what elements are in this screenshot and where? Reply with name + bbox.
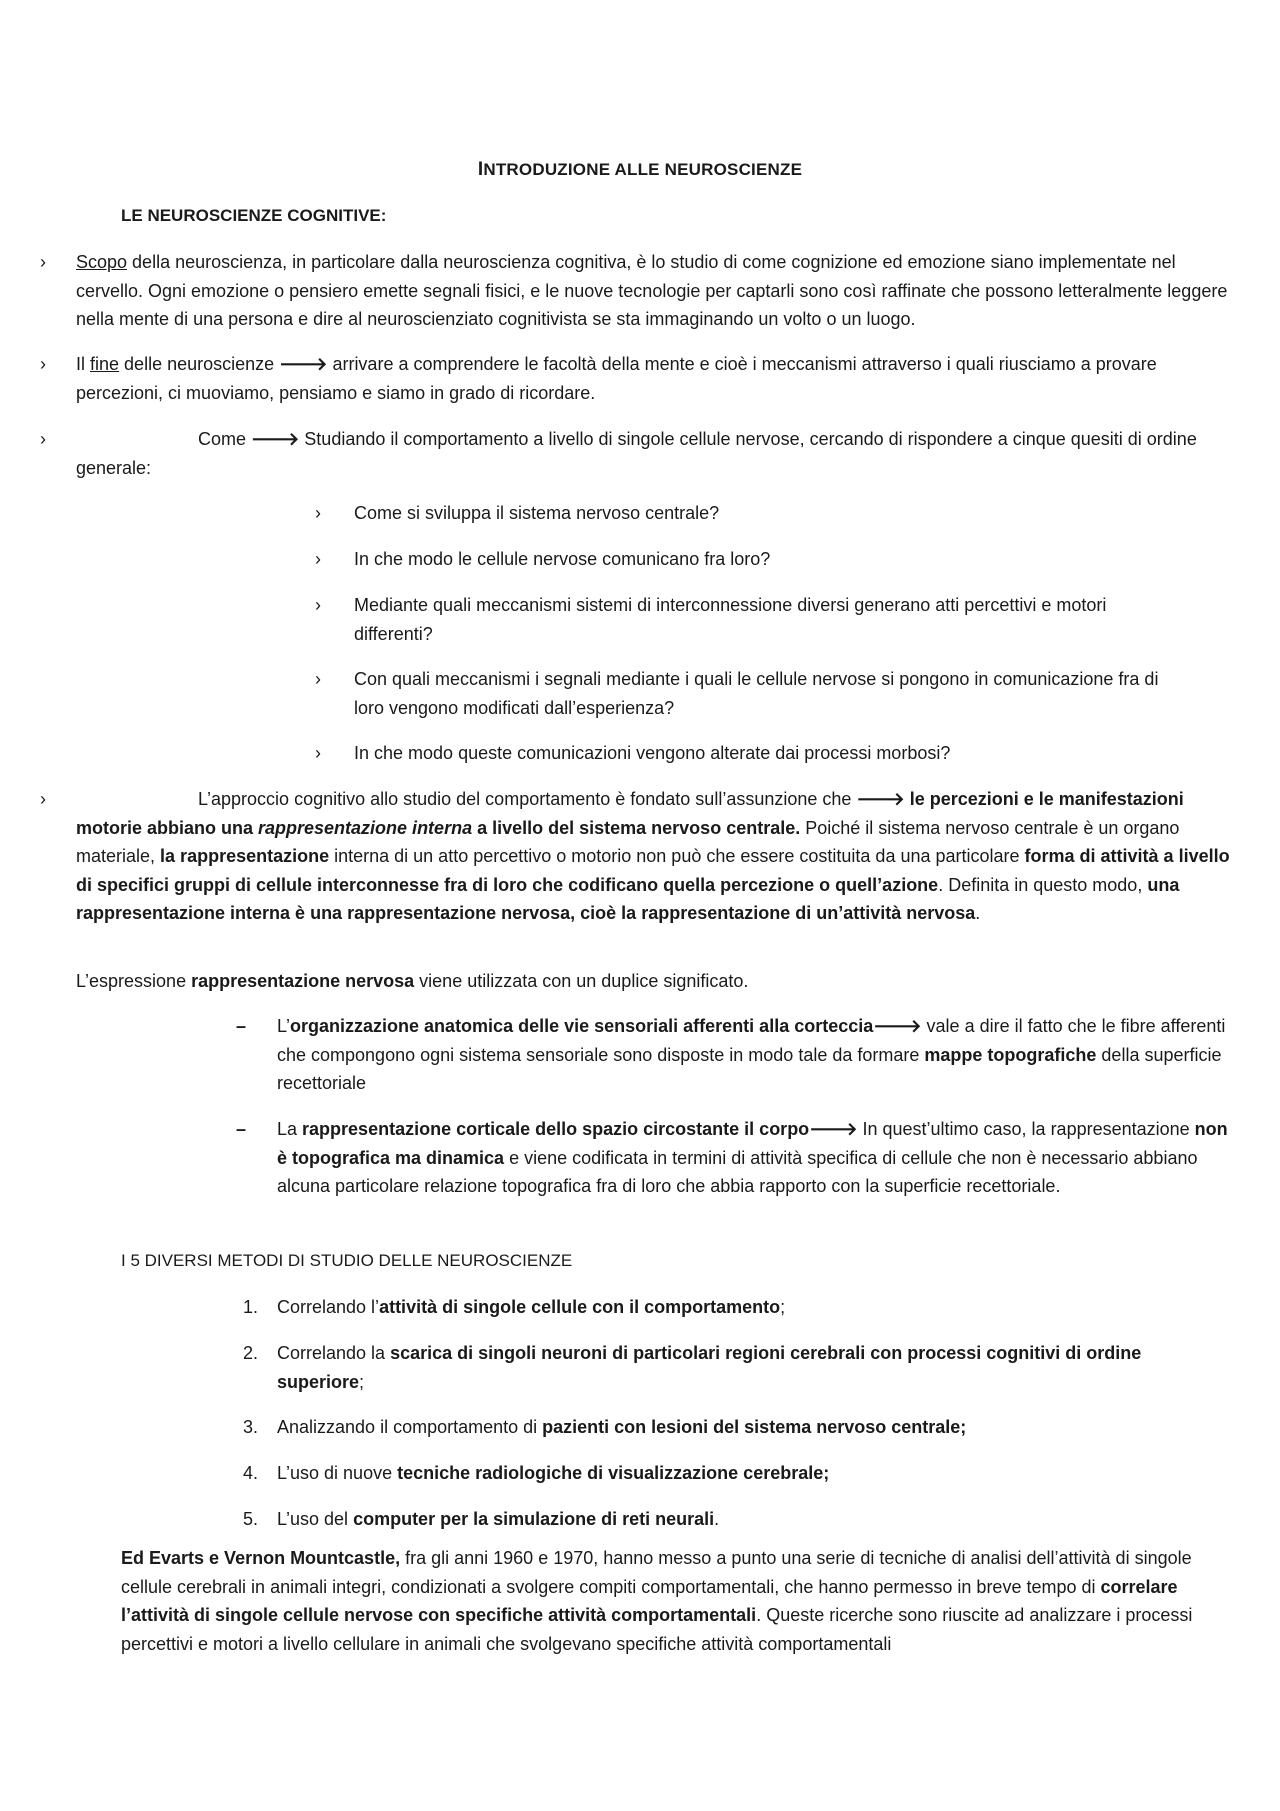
bullet-marker: › bbox=[40, 429, 46, 449]
sub-bullet-marker: › bbox=[315, 669, 321, 689]
arrow-icon: 🡒 bbox=[856, 789, 905, 809]
paragraph-espressione: L’espressione rappresentazione nervosa viene utilizzata con un duplice significato. bbox=[76, 971, 749, 991]
method-item: L’uso del computer per la simulazione di reti neurali. bbox=[277, 1509, 720, 1529]
list-number: 5. bbox=[242, 1509, 258, 1529]
question-item: In che modo le cellule nervose comunicano fra loro? bbox=[354, 549, 771, 569]
bullet-marker: › bbox=[40, 354, 46, 374]
list-number: 1. bbox=[242, 1297, 258, 1317]
arrow-icon: 🡒 bbox=[809, 1119, 858, 1139]
method-item: L’uso di nuove tecniche radiologiche di visualizzazione cerebrale; bbox=[277, 1463, 830, 1483]
arrow-icon: 🡒 bbox=[251, 429, 300, 449]
list-number: 3. bbox=[242, 1417, 258, 1437]
method-item: Correlando l’attività di singole cellule con il comportamento; bbox=[277, 1297, 786, 1317]
sub-bullet-marker: › bbox=[315, 549, 321, 569]
question-item: In che modo queste comunicazioni vengono alterate dai processi morbosi? bbox=[354, 743, 951, 763]
question-item: Come si sviluppa il sistema nervoso centrale? bbox=[354, 503, 720, 523]
dash-marker: – bbox=[236, 1119, 247, 1139]
paragraph-approccio: L’approccio cognitivo allo studio del comportamento è fondato sull’assunzione che 🡒 le percezioni e le manifestazioni motorie abbiano una rappresentazione interna a livello del sistema nervoso centrale. Poiché il sistema nervoso centrale è un organo materiale, la rappresentazione interna di un atto percettivo o motorio non può che essere costituita da una particolare forma di attività a livello di specifici gruppi di cellule interconnesse fra di loro che codificano quella percezione o quell’azione. Definita in questo modo, una rappresentazione interna è una rappresentazione nervosa, cioè la rappresentazione di un’attività nervosa. bbox=[76, 789, 1230, 923]
paragraph-come: Come 🡒 Studiando il comportamento a livello di singole cellule nervose, cercando di rispondere a cinque quesiti di ordine generale: bbox=[76, 429, 1197, 478]
bullet-marker: › bbox=[40, 252, 46, 272]
bullet-marker: › bbox=[40, 789, 46, 809]
list-number: 4. bbox=[242, 1463, 258, 1483]
paragraph-scopo: Scopo della neuroscienza, in particolare dalla neuroscienza cognitiva, è lo studio di come cognizione ed emozione siano implementate nel cervello. Ogni emozione o pensiero emette segnali fisici, e le nuove tecnologie per captarli sono così raffinate che possono letteralmente leggere nella mente di una persona e dire al neuroscienziato cognitivista se sta immaginando un volto o un luogo. bbox=[76, 252, 1228, 329]
section-subtitle: LE NEUROSCIENZE COGNITIVE: bbox=[121, 206, 387, 225]
sub-bullet-marker: › bbox=[315, 503, 321, 523]
question-item: Con quali meccanismi i segnali mediante i quali le cellule nervose si pongono in comunicazione fra di loro vengono modificati dall’esperienza? bbox=[354, 669, 1159, 718]
paragraph-evarts-mountcastle: Ed Evarts e Vernon Mountcastle, fra gli anni 1960 e 1970, hanno messo a punto una serie di tecniche di analisi dell’attività di singole cellule cerebrali in animali integri, condizionati a svolgere compiti comportamentali, che hanno permesso in breve tempo di correlare l’attività di singole cellule nervose con specifiche attività comportamentali. Queste ricerche sono riuscite ad analizzare i processi percettivi e motori a livello cellulare in animali che svolgevano specifiche attività comportamentali bbox=[121, 1548, 1193, 1654]
page-title: INTRODUZIONE ALLE NEUROSCIENZE bbox=[477, 159, 803, 180]
section-heading-metodi: I 5 DIVERSI METODI DI STUDIO DELLE NEUROSCIENZE bbox=[121, 1251, 573, 1270]
question-item: Mediante quali meccanismi sistemi di interconnessione diversi generano atti percettivi e motori differenti? bbox=[354, 595, 1107, 644]
dash-item-corticale: La rappresentazione corticale dello spazio circostante il corpo🡒 In quest’ultimo caso, la rappresentazione non è topografica ma dinamica e viene codificata in termini di attività specifica di cellule che non è necessario abbiano alcuna particolare relazione topografica fra di loro che abbia rapporto con la superficie recettoriale. bbox=[277, 1119, 1228, 1196]
arrow-icon: 🡒 bbox=[279, 354, 328, 374]
paragraph-fine: Il fine delle neuroscienze 🡒 arrivare a comprendere le facoltà della mente e cioè i meccanismi attraverso i quali riusciamo a provare percezioni, ci muoviamo, pensiamo e siamo in grado di ricordare. bbox=[76, 354, 1157, 403]
list-number: 2. bbox=[242, 1343, 258, 1363]
arrow-icon: 🡒 bbox=[873, 1016, 922, 1036]
method-item: Analizzando il comportamento di pazienti con lesioni del sistema nervoso centrale; bbox=[277, 1417, 967, 1437]
sub-bullet-marker: › bbox=[315, 743, 321, 763]
method-item: Correlando la scarica di singoli neuroni di particolari regioni cerebrali con processi cognitivi di ordine superiore; bbox=[277, 1343, 1142, 1392]
sub-bullet-marker: › bbox=[315, 595, 321, 615]
dash-marker: – bbox=[236, 1016, 247, 1036]
dash-item-anatomica: L’organizzazione anatomica delle vie sensoriali afferenti alla corteccia🡒 vale a dire il fatto che le fibre afferenti che compongono ogni sistema sensoriale sono disposte in modo tale da formare mappe topografiche della superficie recettoriale bbox=[277, 1016, 1226, 1093]
